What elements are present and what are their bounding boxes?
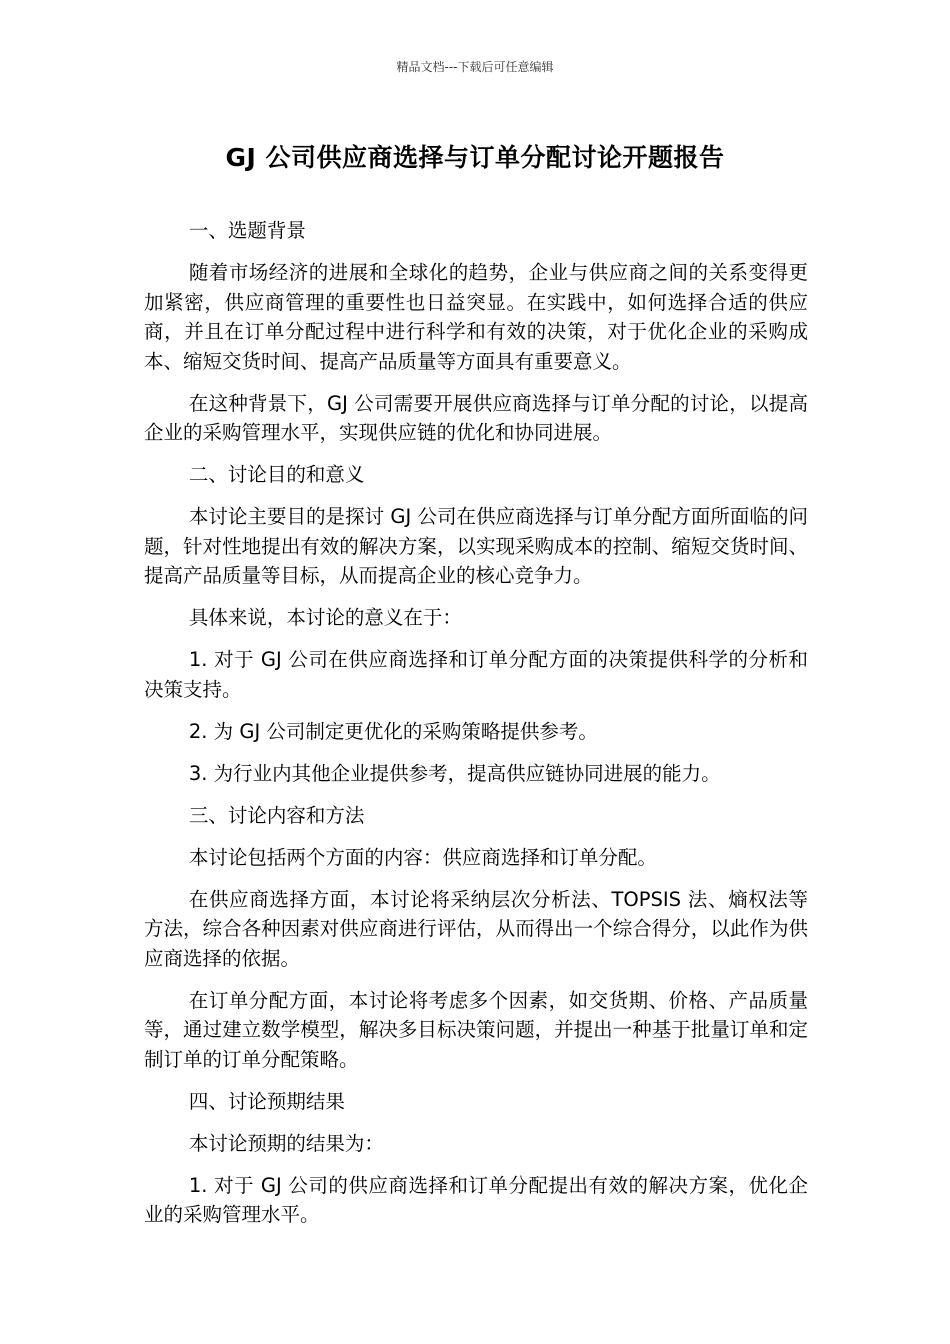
document-body: [144, 216, 808, 1242]
paragraph-background-2: 在这种背景下，GJ 公司需要开展供应商选择与订单分配的讨论，以提高企业的采购管理水平，实现供应链的优化和协同进展。: [144, 391, 808, 444]
document-title: GJ 公司供应商选择与订单分配讨论开题报告: [225, 143, 725, 172]
paragraph-purpose-2: 具体来说，本讨论的意义在于：: [188, 606, 462, 629]
section-heading-expected-results: 四、讨论预期结果: [188, 1089, 345, 1113]
page-header-note: 精品文档---下载后可任意编辑: [396, 60, 554, 74]
paragraph-purpose-1: 本讨论主要目的是探讨 GJ 公司在供应商选择与订单分配方面所面临的问题，针对性地提出有效的解决方案，以实现采购成本的控制、缩短交货时间、提高产品质量等目标，从而提高企业的核心竞争力。: [144, 505, 808, 587]
list-item-significance-3: 3. 为行业内其他企业提供参考，提高供应链协同进展的能力。: [188, 761, 721, 785]
section-heading-content-method: 三、讨论内容和方法: [188, 803, 365, 827]
list-item-significance-1: 1. 对于 GJ 公司在供应商选择和订单分配方面的决策提供科学的分析和决策支持。: [144, 648, 808, 701]
section-heading-purpose: 二、讨论目的和意义: [188, 463, 365, 486]
section-heading-background: 一、选题背景: [188, 219, 306, 242]
list-item-significance-2: 2. 为 GJ 公司制定更优化的采购策略提供参考。: [188, 719, 598, 743]
list-item-result-1: 1. 对于 GJ 公司的供应商选择和订单分配提出有效的解决方案，优化企业的采购管理水平。: [144, 1173, 808, 1226]
paragraph-content-3: 在订单分配方面，本讨论将考虑多个因素，如交货期、价格、产品质量等，通过建立数学模型，解决多目标决策问题，并提出一种基于批量订单和定制订单的订单分配策略。: [144, 988, 808, 1071]
paragraph-results-1: 本讨论预期的结果为：: [188, 1131, 384, 1155]
paragraph-content-2: 在供应商选择方面，本讨论将采纳层次分析法、TOPSIS 法、熵权法等方法，综合各种因素对供应商进行评估，从而得出一个综合得分，以此作为供应商选择的依据。: [144, 887, 808, 970]
paragraph-background-1: 随着市场经济的进展和全球化的趋势，企业与供应商之间的关系变得更加紧密，供应商管理的重要性也日益突显。在实践中，如何选择合适的供应商，并且在订单分配过程中进行科学和有效的决策，对于优化企业的采购成本、缩短交货时间、提高产品质量等方面具有重要意义。: [144, 261, 808, 373]
paragraph-content-1: 本讨论包括两个方面的内容：供应商选择和订单分配。: [188, 845, 657, 869]
